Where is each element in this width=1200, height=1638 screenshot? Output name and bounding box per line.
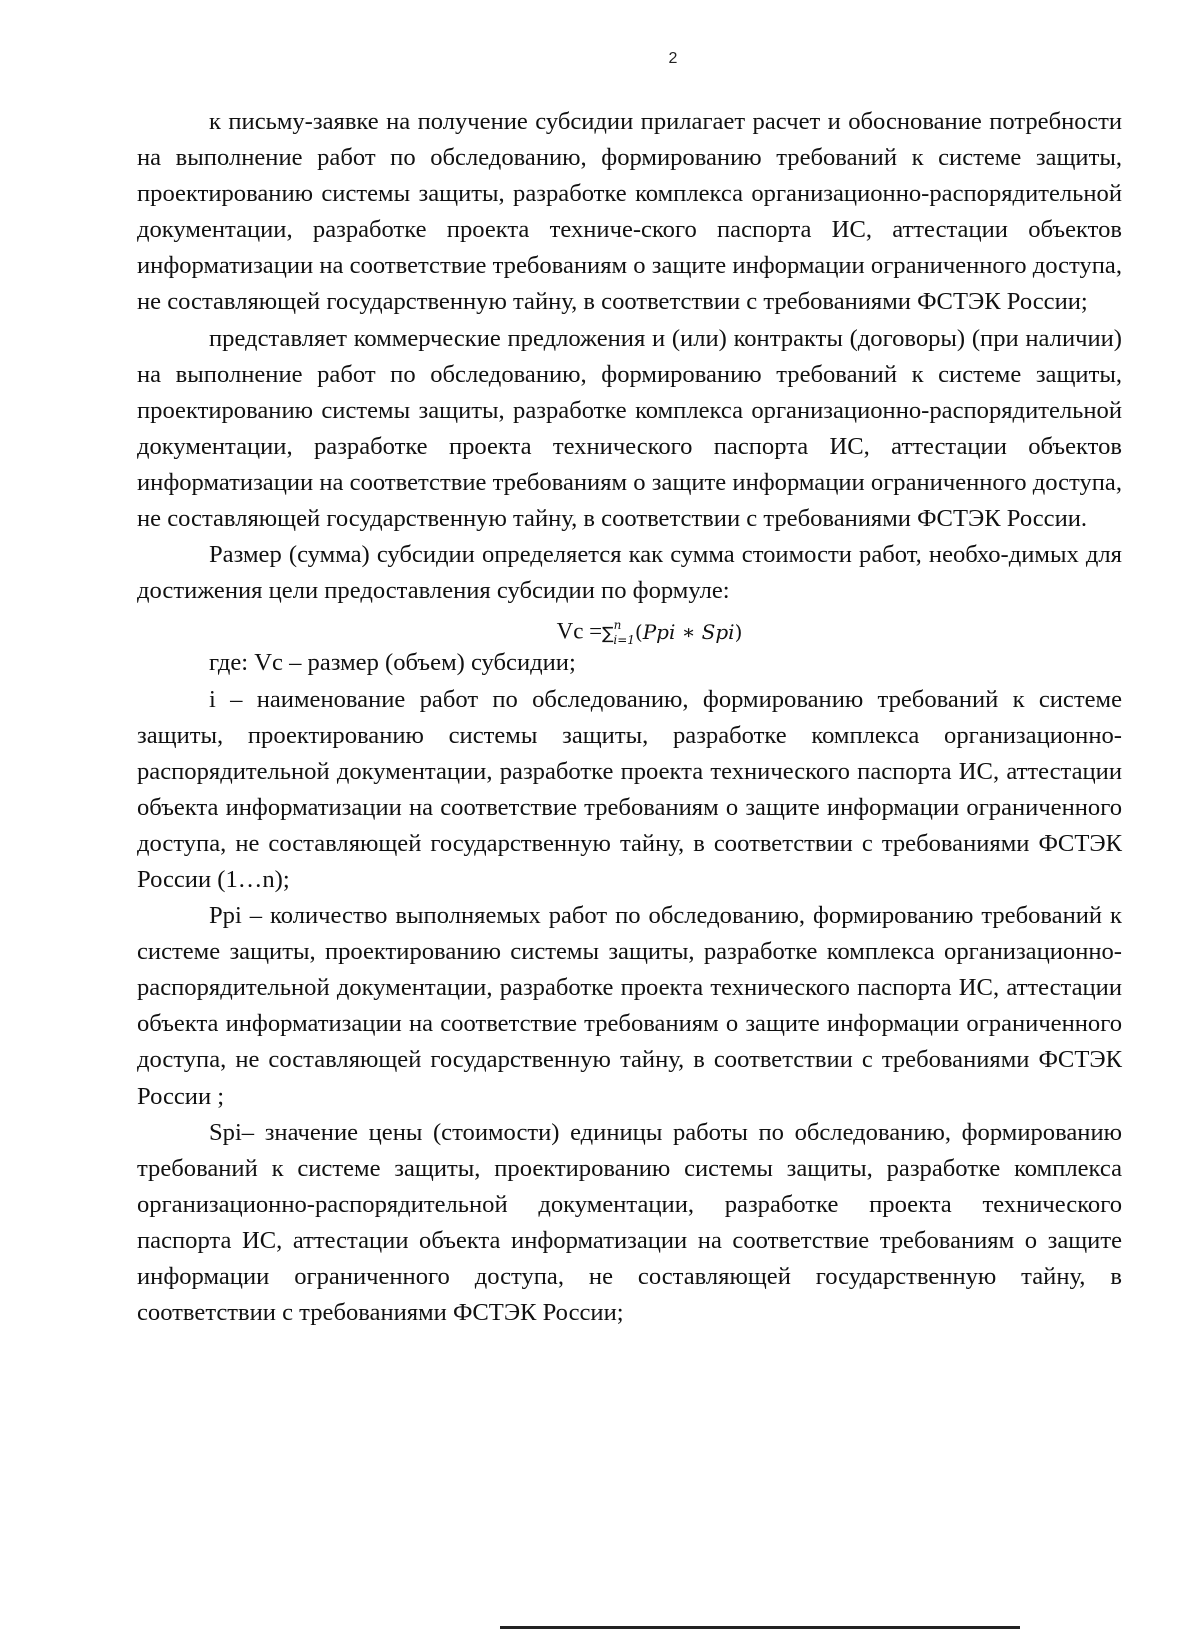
sum-lower-limit: i=1 <box>613 632 635 647</box>
formula-operator: ∗ <box>675 619 702 644</box>
subsidy-formula <box>137 609 1122 645</box>
definition-vc: где: Vc – размер (объем) субсидии; <box>209 649 576 677</box>
paragraph-calculation-attachment: к письму-заявке на получение субсидии прилагает расчет и обоснование потребности на выполнение работ по обследованию, формированию требований к системе защиты, проектированию системы защиты, разработке комплекса организационно-распорядительной документации, разработке проекта техниче-ского паспорта ИС, аттестации объектов информатизации на соответствие требованиям о защите информации ограниченного доступа, не составляющей государственную тайну, в соответствии с требованиями ФСТЭК России; <box>137 108 1122 316</box>
formula-lhs: Vc = <box>556 618 603 644</box>
formula-open-paren: ( <box>634 619 643 644</box>
formula-term-ppi: Ppi <box>642 619 676 644</box>
document-body <box>137 104 1122 1331</box>
bottom-rule <box>500 1626 1020 1629</box>
paragraph-commercial-offers: представляет коммерческие предложения и (или) контракты (договоры) (при наличии) на выполнение работ по обследованию, формированию требований к системе защиты, проектированию системы защиты, разработке комплекса организационно-распорядительной документации, разработке проекта технического паспорта ИС, аттестации объектов информатизации на соответствие требованиям о защите информации ограниченного доступа, не составляющей государственную тайну, в соответствии с требованиями ФСТЭК России. <box>137 324 1122 533</box>
sum-upper-limit: n <box>613 618 622 633</box>
definition-ppi: Ppi – количество выполняемых работ по обследованию, формированию требований к системе защиты, проектированию системы защиты, разработке комплекса организационно-распорядительной документации, разработке проекта технического паспорта ИС, аттестации объекта информатизации на соответствие требованиям о защите информации ограниченного доступа, не составляющей государственную тайну, в соответствии с требованиями ФСТЭК России ; <box>137 902 1122 1110</box>
paragraph-subsidy-size: Размер (сумма) субсидии определяется как сумма стоимости работ, необхо-димых для достижения цели предоставления субсидии по формуле: <box>137 541 1122 605</box>
definition-i: i – наименование работ по обследованию, формированию требований к системе защиты, проектированию системы защиты, разработке комплекса организационно-распорядительной документации, разработке проекта технического паспорта ИС, аттестации объекта информатизации на соответствие требованиям о защите информации ограниченного доступа, не составляющей государственную тайну, в соответствии с требованиями ФСТЭК России (1…n); <box>137 685 1122 893</box>
sum-sign: ∑ <box>602 623 614 644</box>
definition-spi: Spi– значение цены (стоимости) единицы работы по обследованию, формированию требований к системе защиты, проектированию системы защиты, разработке комплекса организационно-распорядительной документации, разработке проекта технического паспорта ИС, аттестации объекта информатизации на соответствие требованиям о защите информации ограниченного доступа, не составляющей государственную тайну, в соответствии с требованиями ФСТЭК России; <box>137 1118 1122 1327</box>
formula-close-paren: ) <box>734 619 743 644</box>
formula-term-spi: Spi <box>701 619 735 644</box>
page-number: 2 <box>668 50 678 67</box>
